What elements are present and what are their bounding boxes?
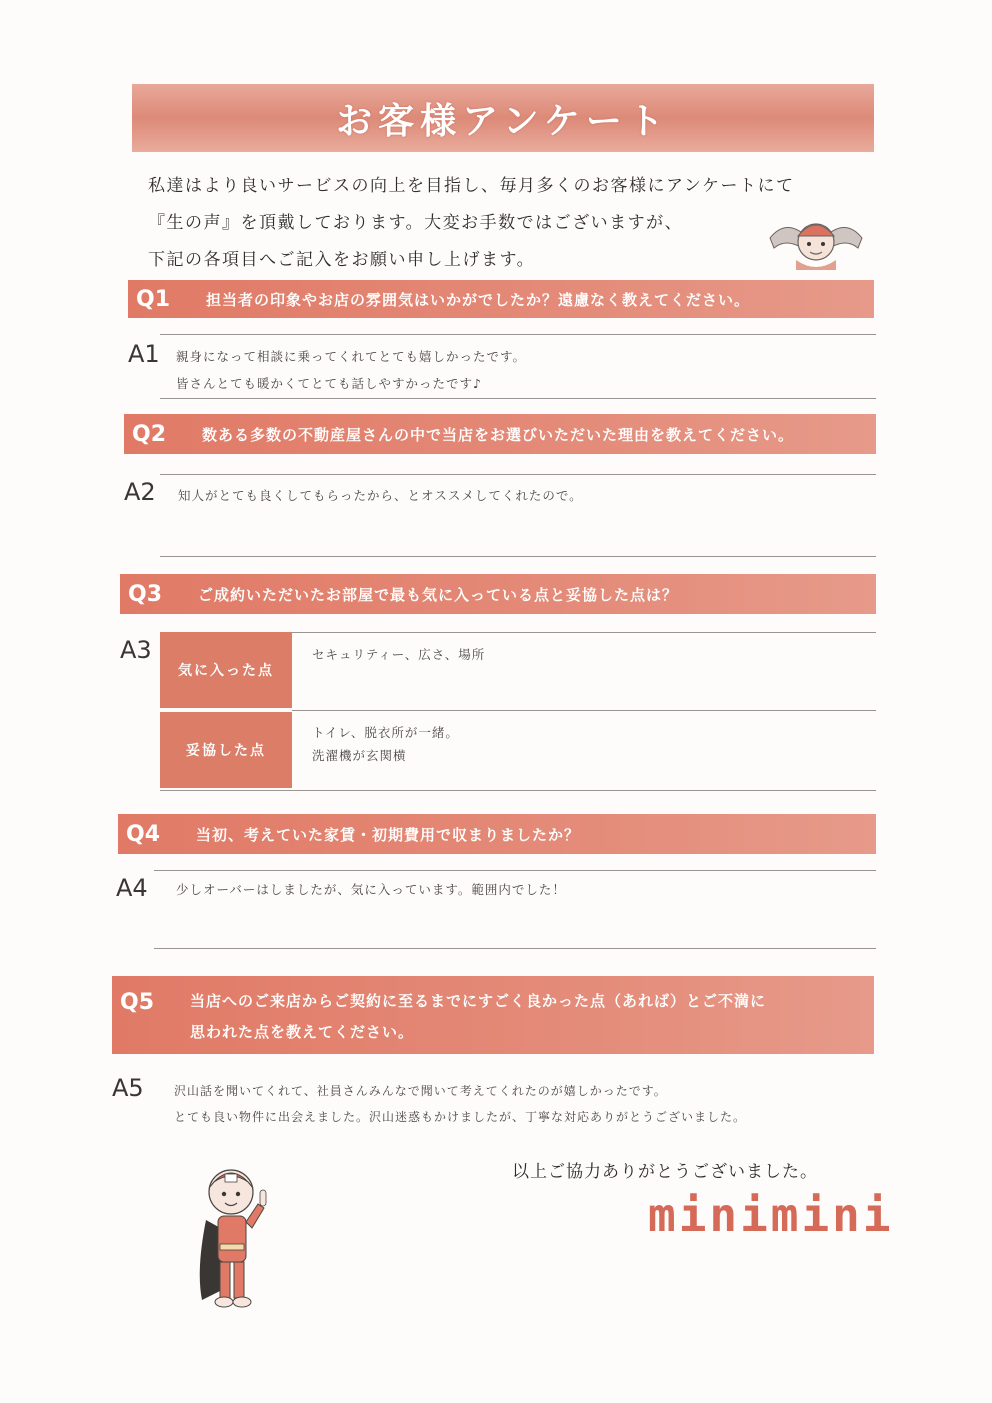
q5-question-line-2: 思われた点を教えてください。 [190, 1023, 415, 1041]
mascot-small-icon [766, 208, 866, 274]
a3-compromise-line-2: 洗濯機が玄関横 [312, 748, 407, 763]
a5-answer-line-1: 沢山話を聞いてくれて、社員さんみんなで聞いて考えてくれたのが嬉しかったです。 [174, 1084, 667, 1098]
q1-rule-bottom [160, 398, 876, 399]
q4-question: 当初、考えていた家賃・初期費用で収まりましたか？ [196, 825, 581, 844]
q1-rule-top [160, 334, 876, 335]
intro-line-1: 私達はより良いサービスの向上を目指し、毎月多くのお客様にアンケートにて [148, 176, 795, 196]
a4-answer: 少しオーバーはしましたが、気に入っています。範囲内でした！ [176, 882, 566, 897]
a3-liked-label: 気に入った点 [160, 632, 292, 708]
a3-compromise-label: 妥協した点 [160, 712, 292, 788]
page-title: お客様アンケート [336, 100, 670, 142]
thanks-message: 以上ご協力ありがとうございました。 [512, 1162, 818, 1182]
a5-label: A5 [112, 1074, 144, 1102]
q3-number: Q3 [128, 581, 163, 607]
a3-compromise-line-1: トイレ、脱衣所が一緒。 [312, 725, 459, 740]
a4-label: A4 [116, 874, 148, 902]
intro-line-3: 下記の各項目へご記入をお願い申し上げます。 [148, 250, 536, 270]
a1-answer-line-2: 皆さんとても暖かくてとても話しやすかったです♪ [176, 376, 482, 391]
q4-rule-bottom [154, 948, 876, 949]
a2-answer: 知人がとても良くしてもらったから、とオススメしてくれたので。 [178, 488, 583, 503]
q2-question: 数ある多数の不動産屋さんの中で当店をお選びいただいた理由を教えてください。 [202, 425, 795, 444]
a5-answer-line-2: とても良い物件に出会えました。沢山迷惑もかけましたが、丁寧な対応ありがとうございました。 [174, 1110, 747, 1124]
q1-number: Q1 [136, 286, 171, 312]
q5-question-line-1: 当店へのご来店からご契約に至るまでにすごく良かった点（あれば）とご不満に [190, 992, 767, 1010]
q3-header [120, 574, 876, 614]
q5-question [190, 976, 766, 1042]
q3-question: ご成約いただいたお部屋で最も気に入っている点と妥協した点は？ [198, 585, 679, 604]
a2-label: A2 [124, 478, 156, 506]
a3-liked-answer: セキュリティー、広さ、場所 [312, 647, 486, 662]
brand-logo: minimini [648, 1188, 894, 1242]
a1-label: A1 [128, 340, 160, 368]
mascot-icon [186, 1160, 286, 1310]
q2-header [124, 414, 876, 454]
q3-rule-middle [292, 710, 876, 711]
q2-number: Q2 [132, 421, 167, 447]
q3-rule-bottom [160, 790, 876, 791]
q4-number: Q4 [126, 821, 161, 847]
q4-header [118, 814, 876, 854]
q2-rule-bottom [160, 556, 876, 557]
intro-line-2: 『生の声』を頂戴しております。大変お手数ではございますが、 [148, 213, 684, 233]
q5-number: Q5 [120, 990, 155, 1015]
q5-header [112, 976, 874, 1054]
q1-question: 担当者の印象やお店の雰囲気はいかがでしたか？遠慮なく教えてください。 [206, 290, 751, 309]
q2-rule-top [160, 474, 876, 475]
q1-header [128, 280, 874, 318]
a3-label: A3 [120, 636, 152, 664]
a1-answer-line-1: 親身になって相談に乗ってくれてとても嬉しかったです。 [176, 349, 527, 364]
q4-rule-top [154, 870, 876, 871]
title-banner [132, 84, 874, 152]
